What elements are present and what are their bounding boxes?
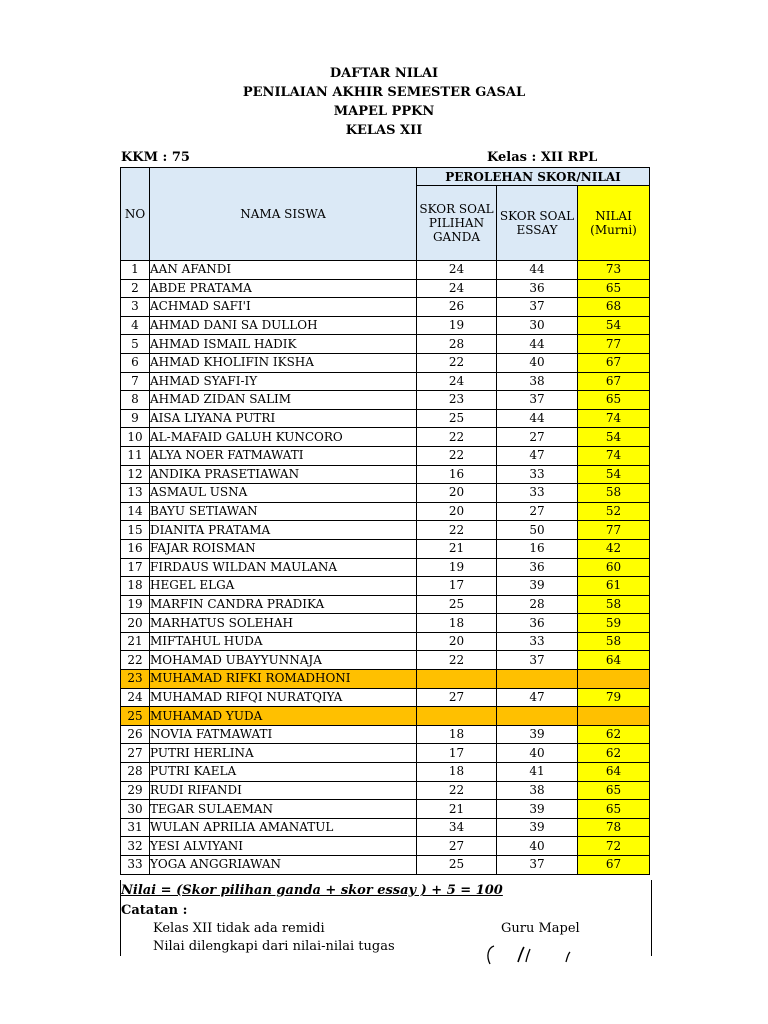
skor-pilihan-ganda: 25	[417, 595, 497, 614]
row-number: 4	[121, 316, 150, 335]
table-row	[121, 856, 650, 875]
skor-essay: 37	[497, 298, 578, 317]
column-header-nama: NAMA SISWA	[150, 168, 417, 261]
skor-pilihan-ganda: 18	[417, 614, 497, 633]
skor-pilihan-ganda: 22	[417, 781, 497, 800]
skor-essay	[497, 707, 578, 726]
student-name: MUHAMAD RIFKI ROMADHONI	[150, 670, 417, 689]
nilai-header-line: NILAI	[595, 209, 632, 223]
skor-pilihan-ganda: 17	[417, 577, 497, 596]
table-row	[121, 818, 650, 837]
table-row	[121, 688, 650, 707]
row-number: 3	[121, 298, 150, 317]
skor-essay: 38	[497, 372, 578, 391]
nilai-murni: 61	[578, 577, 650, 596]
skor-essay: 33	[497, 632, 578, 651]
skor-essay: 36	[497, 558, 578, 577]
student-name: AHMAD ISMAIL HADIK	[150, 335, 417, 354]
student-name: PUTRI HERLINA	[150, 744, 417, 763]
table-row	[121, 484, 650, 503]
row-number: 29	[121, 781, 150, 800]
student-name: FAJAR ROISMAN	[150, 539, 417, 558]
table-row	[121, 409, 650, 428]
kelas-label: Kelas : XII RPL	[487, 150, 598, 165]
student-name: YOGA ANGGRIAWAN	[150, 856, 417, 875]
nilai-murni: 67	[578, 353, 650, 372]
table-row	[121, 335, 650, 354]
skor-essay: 36	[497, 279, 578, 298]
skor-pilihan-ganda: 22	[417, 651, 497, 670]
nilai-murni: 65	[578, 800, 650, 819]
row-number: 8	[121, 391, 150, 410]
table-row	[121, 614, 650, 633]
skor-pilihan-ganda: 24	[417, 372, 497, 391]
table-row	[121, 353, 650, 372]
skor-pilihan-ganda: 27	[417, 837, 497, 856]
table-row	[121, 558, 650, 577]
student-name: ABDE PRATAMA	[150, 279, 417, 298]
student-name: MIFTAHUL HUDA	[150, 632, 417, 651]
table-row	[121, 781, 650, 800]
row-number: 16	[121, 539, 150, 558]
student-name: RUDI RIFANDI	[150, 781, 417, 800]
title-penilaian: PENILAIAN AKHIR SEMESTER GASAL	[242, 85, 526, 100]
skor-pilihan-ganda: 20	[417, 502, 497, 521]
table-row	[121, 521, 650, 540]
student-name: BAYU SETIAWAN	[150, 502, 417, 521]
skor-pilihan-ganda: 24	[417, 261, 497, 280]
nilai-murni: 79	[578, 688, 650, 707]
skor-pilihan-ganda: 22	[417, 428, 497, 447]
skor-pilihan-ganda: 28	[417, 335, 497, 354]
student-name: TEGAR SULAEMAN	[150, 800, 417, 819]
skor-essay: 33	[497, 465, 578, 484]
skor-essay: 40	[497, 837, 578, 856]
table-row	[121, 651, 650, 670]
skor-essay: 16	[497, 539, 578, 558]
note-nilai-tugas: Nilai dilengkapi dari nilai-nilai tugas	[153, 939, 395, 954]
nilai-header-line: (Murni)	[590, 223, 637, 237]
row-number: 11	[121, 446, 150, 465]
skor-essay: 37	[497, 651, 578, 670]
nilai-murni: 62	[578, 725, 650, 744]
nilai-murni: 58	[578, 484, 650, 503]
student-name: AAN AFANDI	[150, 261, 417, 280]
row-number: 32	[121, 837, 150, 856]
skor-pilihan-ganda: 17	[417, 744, 497, 763]
skor-essay: 39	[497, 800, 578, 819]
skor-essay: 50	[497, 521, 578, 540]
nilai-murni: 65	[578, 279, 650, 298]
nilai-murni: 59	[578, 614, 650, 633]
skor-pilihan-ganda: 25	[417, 409, 497, 428]
row-number: 24	[121, 688, 150, 707]
nilai-murni: 74	[578, 446, 650, 465]
student-name: ACHMAD SAFI'I	[150, 298, 417, 317]
nilai-murni: 60	[578, 558, 650, 577]
row-number: 30	[121, 800, 150, 819]
skor-pilihan-ganda: 22	[417, 446, 497, 465]
pg-header-line: PILIHAN	[428, 216, 485, 230]
row-number: 27	[121, 744, 150, 763]
row-number: 7	[121, 372, 150, 391]
student-name: WULAN APRILIA AMANATUL	[150, 818, 417, 837]
table-row	[121, 279, 650, 298]
table-row	[121, 539, 650, 558]
table-row	[121, 372, 650, 391]
table-row	[121, 298, 650, 317]
column-header-no: NO	[121, 168, 150, 261]
skor-pilihan-ganda: 24	[417, 279, 497, 298]
skor-essay: 39	[497, 725, 578, 744]
nilai-murni: 65	[578, 391, 650, 410]
table-row	[121, 261, 650, 280]
student-name: AHMAD SYAFI-IY	[150, 372, 417, 391]
table-row	[121, 744, 650, 763]
table-row	[121, 446, 650, 465]
row-number: 22	[121, 651, 150, 670]
title-kelas: KELAS XII	[345, 123, 423, 138]
nilai-murni: 64	[578, 651, 650, 670]
student-name: HEGEL ELGA	[150, 577, 417, 596]
student-name: AISA LIYANA PUTRI	[150, 409, 417, 428]
nilai-murni: 77	[578, 521, 650, 540]
row-number: 5	[121, 335, 150, 354]
skor-pilihan-ganda: 27	[417, 688, 497, 707]
skor-pilihan-ganda: 20	[417, 632, 497, 651]
skor-essay: 40	[497, 353, 578, 372]
table-row	[121, 577, 650, 596]
nilai-murni: 67	[578, 856, 650, 875]
student-name: AHMAD ZIDAN SALIM	[150, 391, 417, 410]
student-name: AL-MAFAID GALUH KUNCORO	[150, 428, 417, 447]
skor-essay: 30	[497, 316, 578, 335]
nilai-murni: 54	[578, 428, 650, 447]
nilai-murni: 42	[578, 539, 650, 558]
skor-essay: 37	[497, 856, 578, 875]
skor-essay: 28	[497, 595, 578, 614]
document-title-block	[0, 64, 768, 140]
table-row	[121, 316, 650, 335]
student-name: MUHAMAD RIFQI NURATQIYA	[150, 688, 417, 707]
skor-essay: 44	[497, 335, 578, 354]
nilai-murni: 58	[578, 632, 650, 651]
skor-essay: 33	[497, 484, 578, 503]
table-row	[121, 632, 650, 651]
table-row	[121, 725, 650, 744]
row-number: 12	[121, 465, 150, 484]
row-number: 19	[121, 595, 150, 614]
skor-essay: 40	[497, 744, 578, 763]
skor-pilihan-ganda: 21	[417, 800, 497, 819]
skor-pilihan-ganda: 20	[417, 484, 497, 503]
nilai-murni: 74	[578, 409, 650, 428]
skor-essay: 38	[497, 781, 578, 800]
table-row	[121, 391, 650, 410]
nilai-murni: 68	[578, 298, 650, 317]
note-no-remedial: Kelas XII tidak ada remidi	[153, 921, 325, 936]
skor-essay: 27	[497, 502, 578, 521]
row-number: 9	[121, 409, 150, 428]
skor-essay: 47	[497, 446, 578, 465]
nilai-murni: 65	[578, 781, 650, 800]
pg-header-line: GANDA	[432, 230, 481, 244]
row-number: 17	[121, 558, 150, 577]
student-name: PUTRI KAELA	[150, 763, 417, 782]
table-row	[121, 428, 650, 447]
skor-essay: 37	[497, 391, 578, 410]
row-number: 6	[121, 353, 150, 372]
row-number: 18	[121, 577, 150, 596]
skor-pilihan-ganda: 21	[417, 539, 497, 558]
skor-essay: 47	[497, 688, 578, 707]
student-name: MARFIN CANDRA PRADIKA	[150, 595, 417, 614]
student-rows	[121, 261, 650, 875]
nilai-murni: 54	[578, 316, 650, 335]
student-name: YESI ALVIYANI	[150, 837, 417, 856]
pg-header-line: SKOR SOAL	[419, 202, 494, 216]
student-name: FIRDAUS WILDAN MAULANA	[150, 558, 417, 577]
nilai-murni: 58	[578, 595, 650, 614]
skor-pilihan-ganda: 19	[417, 558, 497, 577]
student-name: ALYA NOER FATMAWATI	[150, 446, 417, 465]
skor-essay: 36	[497, 614, 578, 633]
table-row	[121, 595, 650, 614]
student-name: AHMAD KHOLIFIN IKSHA	[150, 353, 417, 372]
skor-pilihan-ganda: 19	[417, 316, 497, 335]
title-daftar-nilai: DAFTAR NILAI	[329, 66, 439, 81]
skor-essay: 27	[497, 428, 578, 447]
table-row	[121, 800, 650, 819]
row-number: 2	[121, 279, 150, 298]
student-name: MOHAMAD UBAYYUNNAJA	[150, 651, 417, 670]
skor-essay: 44	[497, 409, 578, 428]
skor-pilihan-ganda: 23	[417, 391, 497, 410]
guru-mapel-label: Guru Mapel	[501, 921, 580, 936]
nilai-murni: 77	[578, 335, 650, 354]
row-number: 1	[121, 261, 150, 280]
kkm-label: KKM : 75	[121, 150, 190, 165]
essay-header-line: SKOR SOAL	[499, 209, 575, 223]
student-name: AHMAD DANI SA DULLOH	[150, 316, 417, 335]
skor-pilihan-ganda: 22	[417, 353, 497, 372]
column-header-perolehan: PEROLEHAN SKOR/NILAI	[417, 168, 650, 186]
skor-pilihan-ganda: 25	[417, 856, 497, 875]
row-number: 10	[121, 428, 150, 447]
skor-pilihan-ganda: 18	[417, 763, 497, 782]
skor-pilihan-ganda: 26	[417, 298, 497, 317]
row-number: 33	[121, 856, 150, 875]
row-number: 31	[121, 818, 150, 837]
table-row	[121, 707, 650, 726]
table-row	[121, 763, 650, 782]
nilai-formula: Nilai = (Skor pilihan ganda + skor essay ) + 5 = 100	[121, 883, 503, 898]
skor-pilihan-ganda	[417, 670, 497, 689]
skor-pilihan-ganda: 22	[417, 521, 497, 540]
column-header-pilihan-ganda	[417, 186, 497, 261]
table-row	[121, 837, 650, 856]
nilai-murni	[578, 670, 650, 689]
skor-essay	[497, 670, 578, 689]
nilai-murni	[578, 707, 650, 726]
skor-pilihan-ganda: 16	[417, 465, 497, 484]
nilai-murni: 52	[578, 502, 650, 521]
table-row	[121, 465, 650, 484]
nilai-murni: 78	[578, 818, 650, 837]
student-name: NOVIA FATMAWATI	[150, 725, 417, 744]
nilai-murni: 62	[578, 744, 650, 763]
row-number: 20	[121, 614, 150, 633]
skor-essay: 44	[497, 261, 578, 280]
skor-essay: 39	[497, 577, 578, 596]
skor-pilihan-ganda: 18	[417, 725, 497, 744]
column-header-essay	[497, 186, 578, 261]
column-header-nilai	[578, 186, 650, 261]
handwritten-signature	[482, 938, 582, 968]
row-number: 28	[121, 763, 150, 782]
nilai-murni: 54	[578, 465, 650, 484]
skor-pilihan-ganda	[417, 707, 497, 726]
catatan-label: Catatan :	[121, 903, 188, 918]
table-row	[121, 670, 650, 689]
row-number: 26	[121, 725, 150, 744]
student-name: MUHAMAD YUDA	[150, 707, 417, 726]
essay-header-line: ESSAY	[516, 223, 558, 237]
nilai-murni: 72	[578, 837, 650, 856]
row-number: 21	[121, 632, 150, 651]
student-name: ASMAUL USNA	[150, 484, 417, 503]
nilai-murni: 64	[578, 763, 650, 782]
row-number: 15	[121, 521, 150, 540]
row-number: 14	[121, 502, 150, 521]
row-number: 25	[121, 707, 150, 726]
skor-essay: 39	[497, 818, 578, 837]
nilai-murni: 67	[578, 372, 650, 391]
skor-essay: 41	[497, 763, 578, 782]
student-name: DIANITA PRATAMA	[150, 521, 417, 540]
student-name: ANDIKA PRASETIAWAN	[150, 465, 417, 484]
student-name: MARHATUS SOLEHAH	[150, 614, 417, 633]
row-number: 23	[121, 670, 150, 689]
skor-pilihan-ganda: 34	[417, 818, 497, 837]
table-row	[121, 502, 650, 521]
nilai-murni: 73	[578, 261, 650, 280]
row-number: 13	[121, 484, 150, 503]
grades-table	[120, 167, 650, 875]
title-mapel: MAPEL PPKN	[333, 104, 435, 119]
